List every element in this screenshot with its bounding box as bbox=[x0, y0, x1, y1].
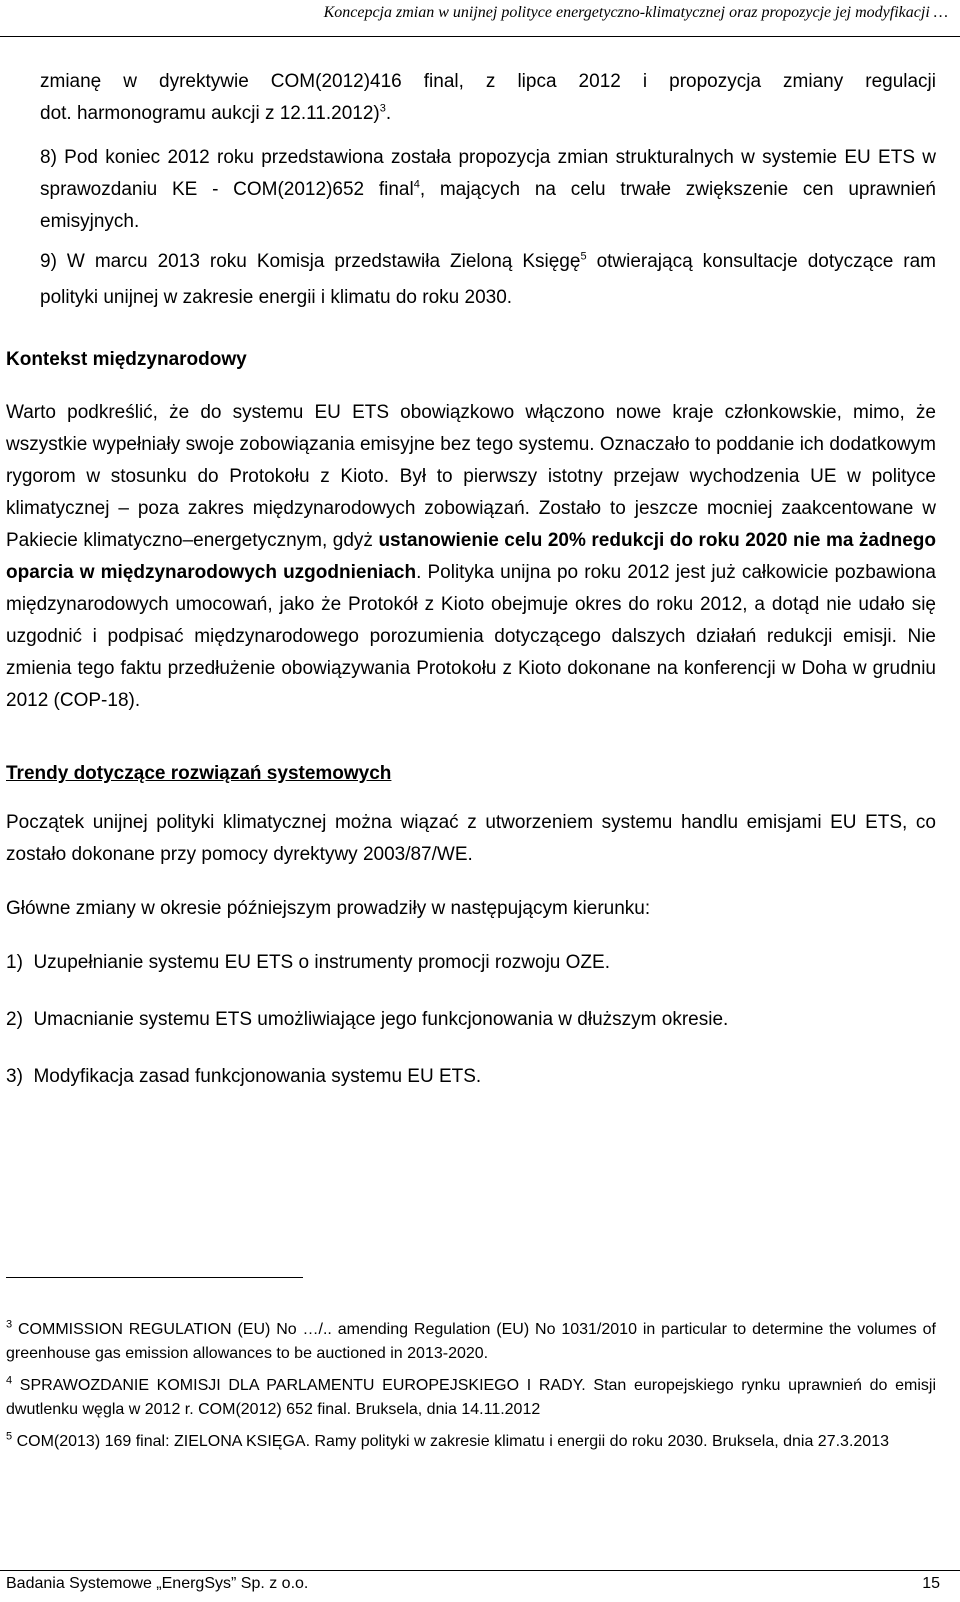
list-item-8 bbox=[40, 142, 936, 238]
footnote-4 bbox=[6, 1374, 936, 1422]
footnote-text-4: SPRAWOZDANIE KOMISJI DLA PARLAMENTU EUROPEJSKIEGO I RADY. Stan europejskiego rynku uprawnień do emisji dwutlenku węgla w 2012 r. COM(2012) 652 final. Bruksela, dnia 14.11.2012 bbox=[6, 1377, 936, 1418]
item8-text: 8) Pod koniec 2012 roku przedstawiona została propozycja zmian strukturalnych w systemie EU ETS w sprawozdaniu KE - COM(2012)652 final bbox=[40, 147, 936, 200]
footnote-text-5: COM(2013) 169 final: ZIELONA KSIĘGA. Ramy polityki w zakresie klimatu i energii do roku 2030. Bruksela, dnia 27.3.2013 bbox=[12, 1433, 889, 1450]
continuation-text-2: dot. harmonogramu aukcji z 12.11.2012) bbox=[40, 103, 380, 124]
footnote-5 bbox=[6, 1430, 936, 1454]
continuation-tail: . bbox=[385, 103, 392, 124]
section1-bold-text: ustanowienie celu 20% redukcji do roku 2020 nie ma żadnego oparcia w międzynarodowych uzgodnieniach bbox=[6, 530, 936, 583]
trend-list-item-3: 3) Modyfikacja zasad funkcjonowania systemu EU ETS. bbox=[6, 1066, 482, 1087]
item9-tail: otwierającą konsultacje dotyczące ram polityki unijnej w zakresie energii i klimatu do roku 2030. bbox=[40, 251, 936, 308]
footnote-number-5: 5 bbox=[6, 1430, 13, 1443]
footnote-ref-5[interactable]: 5 bbox=[580, 250, 587, 263]
footnote-number-3: 3 bbox=[6, 1318, 13, 1331]
page-footer bbox=[0, 1570, 960, 1602]
continuation-text-a: zmianę w dyrektywie COM(2012)416 final, z lipca 2012 bbox=[40, 71, 621, 92]
footnote-separator bbox=[6, 1277, 303, 1278]
page-number: 15 bbox=[922, 1575, 940, 1592]
main-content bbox=[6, 60, 936, 1093]
continuation-line-2 bbox=[40, 98, 936, 130]
section-heading-system-trends: Trendy dotyczące rozwiązań systemowych bbox=[6, 763, 392, 784]
section2-paragraph-2: Główne zmiany w okresie późniejszym prowadziły w następującym kierunku: bbox=[6, 898, 651, 919]
running-title: Koncepcja zmian w unijnej polityce energetyczno-klimatycznej oraz propozycje jej modyfikacji … bbox=[323, 4, 948, 21]
footnote-text-3: COMMISSION REGULATION (EU) No …/.. amending Regulation (EU) No 1031/2010 in particular to determine the volumes of greenhouse gas emission allowances to be auctioned in 2013-2020. bbox=[6, 1321, 936, 1362]
section1-text-b: . Polityka unijna po roku 2012 jest już całkowicie pozbawiona międzynarodowych umocowań, jako że Protokół z Kioto obejmuje okres do roku 2012, a dotąd nie udało się uzgodnić i podpisać międzynarodowego porozumienia dotyczącego dalszych działań redukcji emisji. Nie zmienia tego faktu przedłużenie obowiązywania Protokołu z Kioto dokonane na konferencji w Doha w grudniu 2012 (COP-18). bbox=[6, 562, 936, 711]
continuation-text-b: i propozycja zmiany regulacji bbox=[642, 71, 936, 92]
footnote-number-4: 4 bbox=[6, 1374, 13, 1387]
item9-text: 9) W marcu 2013 roku Komisja przedstawiła Zieloną Księgę bbox=[40, 251, 581, 272]
footnotes bbox=[6, 1318, 936, 1462]
trend-list-item-1: 1) Uzupełnianie systemu EU ETS o instrumenty promocji rozwoju OZE. bbox=[6, 952, 610, 973]
continuation-line-1 bbox=[40, 66, 936, 98]
footnote-3 bbox=[6, 1318, 936, 1366]
footer-company: Badania Systemowe „EnergSys” Sp. z o.o. bbox=[6, 1575, 309, 1592]
page-header bbox=[0, 0, 960, 37]
section1-paragraph bbox=[6, 397, 936, 717]
trend-list-item-2: 2) Umacnianie systemu ETS umożliwiające jego funkcjonowania w dłuższym okresie. bbox=[6, 1009, 729, 1030]
footnote-ref-3[interactable]: 3 bbox=[379, 102, 386, 115]
footnote-ref-4[interactable]: 4 bbox=[413, 178, 420, 191]
section1-text-a: Warto podkreślić, że do systemu EU ETS obowiązkowo włączono nowe kraje członkowskie, mimo, że wszystkie wypełniały swoje zobowiązania emisyjne bez tego systemu. Oznaczało to poddanie ich dodatkowym rygorom w stosunku do Protokołu z Kioto. Był to pierwszy istotny przejaw wychodzenia UE w polityce klimatycznej – poza zakres międzynarodowych zobowiązań. Zostało to jeszcze mocniej zaakcentowane w Pakiecie klimatyczno–energetycznym, gdyż bbox=[6, 402, 936, 551]
section2-paragraph-1: Początek unijnej polityki klimatycznej można wiązać z utworzeniem systemu handlu emisjami EU ETS, co zostało dokonane przy pomocy dyrektywy 2003/87/WE. bbox=[6, 812, 936, 865]
section-heading-international-context: Kontekst międzynarodowy bbox=[6, 349, 247, 370]
list-item-9 bbox=[40, 244, 936, 316]
item8-tail: , mających na celu trwałe zwiększenie cen uprawnień emisyjnych. bbox=[40, 179, 936, 232]
